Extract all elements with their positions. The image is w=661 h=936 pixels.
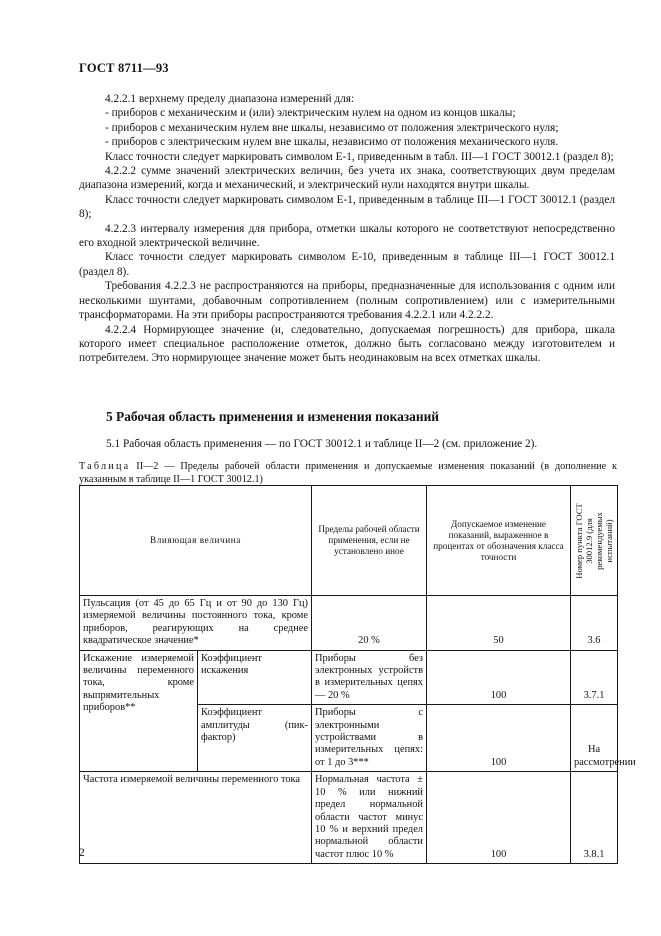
paragraph: Класс точности следует маркировать символом Е-10, приведенным в таблице III—1 ГОСТ 30012.1 (раздел 8). [79, 251, 615, 278]
body-text [79, 92, 615, 366]
pulsation-change: 50 [427, 596, 571, 651]
crest-factor-ref: На рассмотрении [571, 705, 618, 772]
distortion-factor-quantity: Коэффициент искажения [198, 650, 312, 705]
paragraph: Требования 4.2.2.3 не распространяются на приборы, предназначенные для использования с одним или несколькими шунтами, добавочным сопротивлением (полным сопротивлением) или с измерительными трансформаторами. На эти приборы распространяются требования 4.2.2.1 или 4.2.2.2. [79, 280, 615, 322]
paragraph: Класс точности следует маркировать символом Е-1, приведенным в таблице III—1 ГОСТ 30012.1 (раздел 8); [79, 193, 615, 221]
header-quantity: Влияющая величина [80, 486, 312, 596]
crest-factor-change: 100 [427, 705, 571, 772]
header-change: Допускаемое изменение показаний, выраженное в процентах от обозначения класса точности [427, 486, 571, 596]
paragraph: 4.2.2.3 интервалу измерения для прибора, отметки шкалы которого не соответствуют непосредственно его входной электрической величине. [79, 222, 615, 250]
distortion-group: Искажение измеряемой величины переменного тока, кроме выпрямительных приборов** [80, 650, 198, 772]
table-row [80, 596, 618, 651]
header-ref-text: Номер пункта ГОСТ 30012.9 (для рекомендуемых испытаний) [574, 502, 614, 579]
table-caption-text: II—2 — Пределы рабочей области применения и допускаемые изменения показаний (в дополнение к указанным в таблице II—1 ГОСТ 30012.1) [79, 461, 618, 485]
section-text: 5.1 Рабочая область применения — по ГОСТ 30012.1 и таблице II—2 (см. приложение 2). [106, 438, 538, 450]
distortion-factor-limits: Приборы без электронных устройств в измерительных цепях — 20 % [312, 650, 427, 705]
page-number: 2 [79, 847, 85, 859]
section-title: 5 Рабочая область применения и изменения показаний [106, 409, 440, 424]
header-limits: Пределы рабочей области применения, если не установлено иное [312, 486, 427, 596]
crest-factor-quantity: Коэффициент амплитуды (пик-фактор) [198, 705, 312, 772]
distortion-factor-ref: 3.7.1 [571, 650, 618, 705]
paragraph: 4.2.2.4 Нормирующее значение (и, следовательно, допускаемая погрешность) для прибора, шкала которого имеет специальное расположение отметок, должно быть согласовано между изготовителем и потребителем. Это нормирующее значение может быть неодинаковым на всех отметках шкалы. [79, 323, 615, 365]
frequency-limits: Нормальная частота ± 10 % или нижний предел нормальной области частот минус 10 % и верхний предел нормальной области частот плюс 10 % [312, 772, 427, 864]
header-ref [571, 486, 618, 596]
table-row [80, 650, 618, 705]
table-header-row [80, 486, 618, 596]
table-caption [79, 461, 617, 486]
frequency-quantity: Частота измеряемой величины переменного тока [80, 772, 312, 864]
distortion-factor-change: 100 [427, 650, 571, 705]
frequency-change: 100 [427, 772, 571, 864]
pulsation-quantity: Пульсация (от 45 до 65 Гц и от 90 до 130 Гц) измеряемой величины постоянного тока, кроме приборов, реагирующих на среднее квадратическое значение* [80, 596, 312, 651]
list-item: - приборов с механическим нулем вне шкалы, независимо от положения электрического нуля; [105, 121, 559, 134]
crest-factor-limits: Приборы с электронными устройствами в измерительных цепях: от 1 до 3*** [312, 705, 427, 772]
paragraph: 4.2.2.1 верхнему пределу диапазона измерений для: [105, 93, 355, 105]
list-item: - приборов с механическим и (или) электрическим нулем на одном из концов шкалы; [105, 107, 516, 120]
table-row [80, 772, 618, 864]
list-item: - приборов с электрическим нулем вне шкалы, независимо от положения механического нуля. [105, 136, 559, 149]
pulsation-ref: 3.6 [571, 596, 618, 651]
pulsation-limits: 20 % [312, 596, 427, 651]
frequency-ref: 3.8.1 [571, 772, 618, 864]
influence-table [79, 485, 636, 864]
table-caption-prefix: Таблица [79, 461, 131, 472]
document-header: ГОСТ 8711—93 [79, 61, 169, 75]
paragraph: 4.2.2.2 сумме значений электрических величин, без учета их знака, соответствующих двум пределам диапазона измерений, когда и механический, и электрический нули находятся внутри шкалы. [79, 165, 615, 192]
paragraph: Класс точности следует маркировать символом Е-1, приведенным в табл. III—1 ГОСТ 30012.1 (раздел 8); [105, 150, 614, 163]
